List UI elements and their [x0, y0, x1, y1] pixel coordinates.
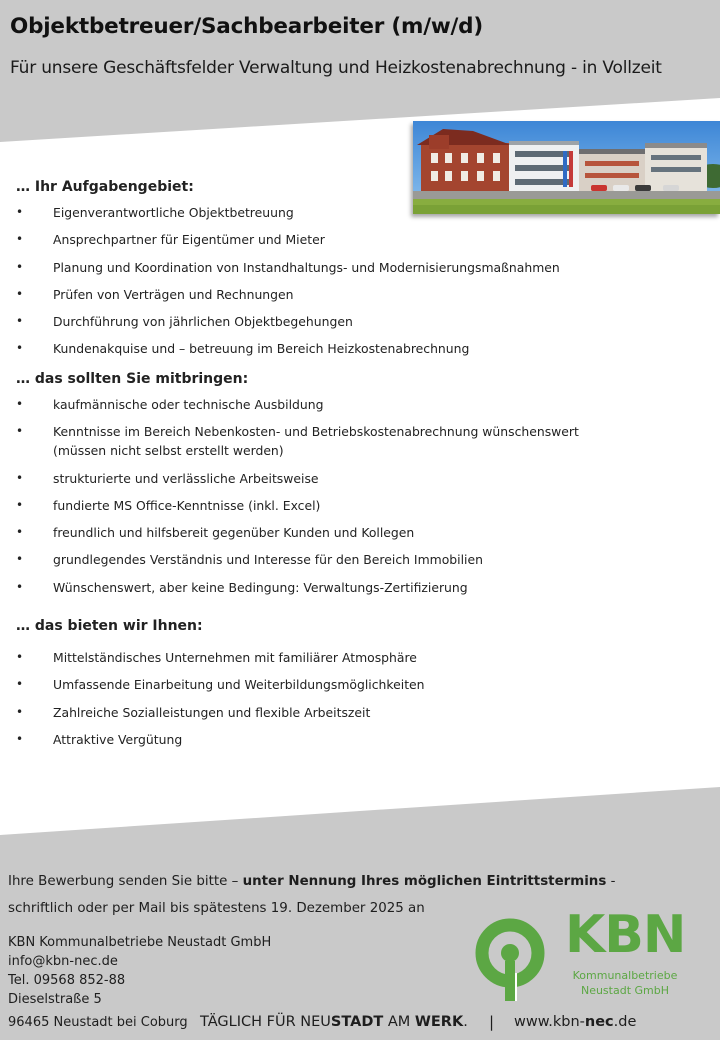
contact-phone: Tel. 09568 852-88: [8, 973, 126, 988]
logo-mark-icon: [475, 911, 565, 1003]
requirements-list: [0, 395, 680, 605]
section-heading-requirements: … das sollten Sie mitbringen:: [16, 371, 249, 387]
section-heading-tasks: … Ihr Aufgabengebiet:: [16, 179, 194, 195]
offer-list: [0, 648, 680, 757]
task-list: [0, 203, 680, 367]
list-item: • Durchführung von jährlichen Objektbegehungen: [0, 312, 680, 331]
logo-subline-2: Neustadt GmbH: [580, 984, 670, 997]
logo-subline-1: Kommunalbetriebe: [572, 969, 678, 982]
list-item: • Zahlreiche Sozialleistungen und flexible Arbeitszeit: [0, 703, 680, 722]
list-item: • Ansprechpartner für Eigentümer und Mieter: [0, 230, 680, 249]
website-link[interactable]: www.kbn-nec.de: [514, 1014, 637, 1030]
list-item: • strukturierte und verlässliche Arbeitsweise: [0, 469, 680, 488]
application-deadline: schriftlich oder per Mail bis spätestens 19. Dezember 2025 an: [8, 901, 425, 916]
list-item: • grundlegendes Verständnis und Interesse für den Bereich Immobilien: [0, 550, 680, 569]
list-item: • Umfassende Einarbeitung und Weiterbildungsmöglichkeiten: [0, 675, 680, 694]
page-subtitle: Für unsere Geschäftsfelder Verwaltung und Heizkostenabrechnung - in Vollzeit: [10, 58, 662, 78]
list-item: • Kenntnisse im Bereich Nebenkosten- und Betriebskostenabrechnung wünschenswert (müssen nicht selbst erstellt werden): [0, 422, 680, 460]
list-item: • fundierte MS Office-Kenntnisse (inkl. Excel): [0, 496, 680, 515]
company-name: KBN Kommunalbetriebe Neustadt GmbH: [8, 935, 272, 950]
page-title: Objektbetreuer/Sachbearbeiter (m/w/d): [10, 14, 484, 39]
list-item: • kaufmännische oder technische Ausbildung: [0, 395, 680, 414]
contact-email[interactable]: info@kbn-nec.de: [8, 954, 118, 969]
list-item: • Kundenakquise und – betreuung im Bereich Heizkostenabrechnung: [0, 339, 680, 358]
kbn-logo: [475, 905, 686, 1003]
contact-city: 96465 Neustadt bei Coburg: [8, 1015, 188, 1030]
footer-separator: |: [489, 1013, 495, 1031]
list-item: • Mittelständisches Unternehmen mit familiärer Atmosphäre: [0, 648, 680, 667]
list-item: • Planung und Koordination von Instandhaltungs- und Modernisierungsmaßnahmen: [0, 258, 680, 277]
contact-street: Dieselstraße 5: [8, 992, 102, 1007]
list-item: • Wünschenswert, aber keine Bedingung: Verwaltungs-Zertifizierung: [0, 578, 680, 597]
list-item: • freundlich und hilfsbereit gegenüber Kunden und Kollegen: [0, 523, 680, 542]
list-item: • Attraktive Vergütung: [0, 730, 680, 749]
logo-wordmark: KBN: [565, 905, 686, 965]
list-item: • Prüfen von Verträgen und Rechnungen: [0, 285, 680, 304]
company-claim: TÄGLICH FÜR NEUSTADT AM WERK.: [200, 1014, 468, 1030]
list-item: • Eigenverantwortliche Objektbetreuung: [0, 203, 680, 222]
application-instruction: Ihre Bewerbung senden Sie bitte – unter Nennung Ihres möglichen Eintrittstermins -: [8, 874, 616, 889]
section-heading-offer: … das bieten wir Ihnen:: [16, 618, 203, 634]
building-photo: [413, 121, 720, 214]
